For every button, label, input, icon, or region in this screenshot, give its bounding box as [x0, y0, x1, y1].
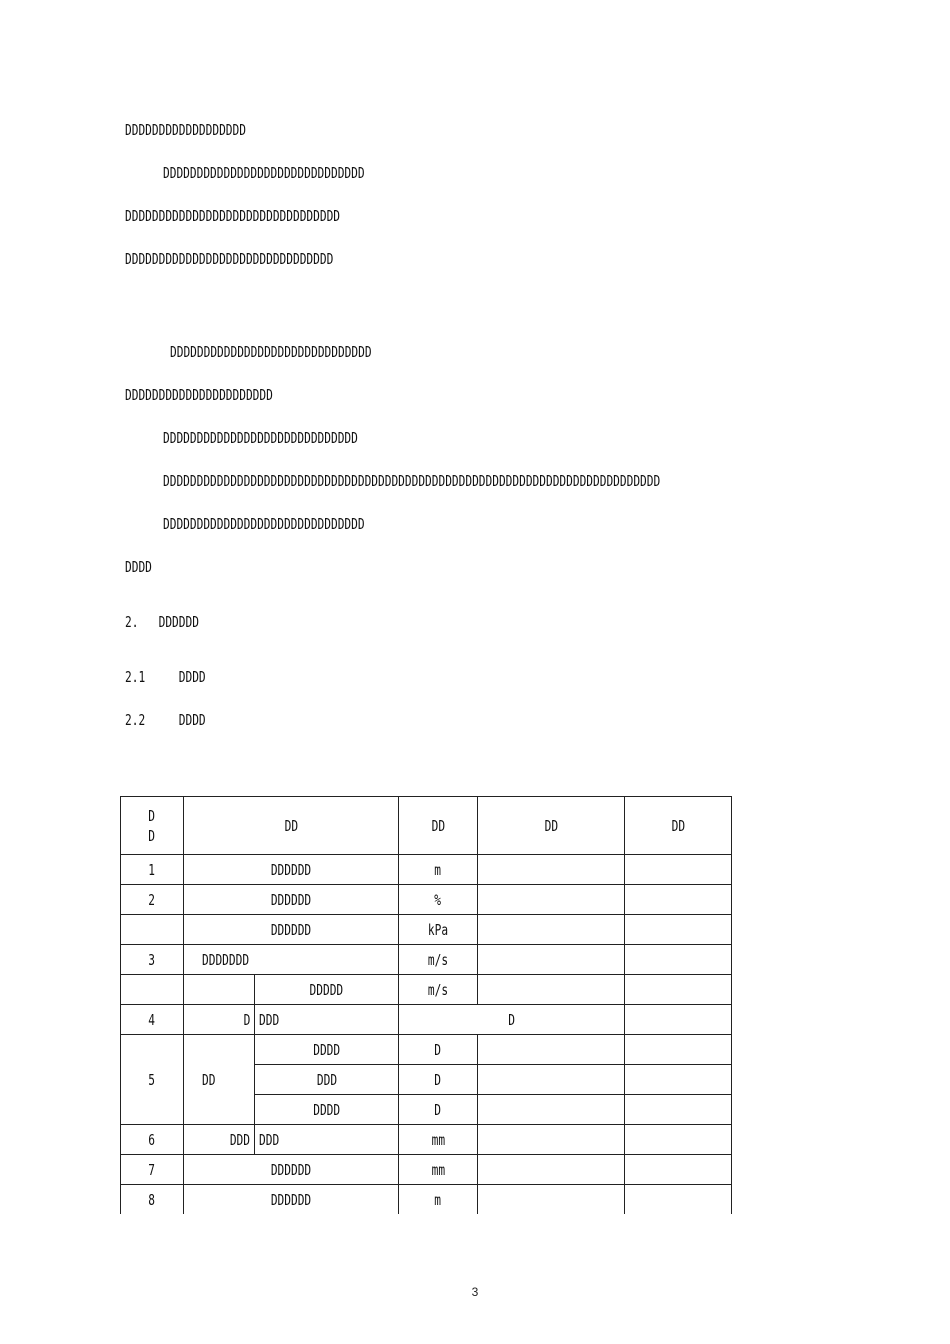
row-cell — [478, 1065, 625, 1095]
row-item: DDDDDD — [184, 1155, 399, 1185]
row-item: DDD — [255, 1065, 399, 1095]
text-line-10: DDDD — [125, 558, 152, 576]
table-row — [121, 945, 732, 975]
row-cell — [625, 855, 732, 885]
row-unit: D — [399, 1095, 478, 1125]
header-unit: DD — [399, 797, 478, 855]
row-cell — [478, 1035, 625, 1065]
row-unit: mm — [399, 1155, 478, 1185]
row-item: DDDDDD — [184, 855, 399, 885]
row-unit: kPa — [399, 915, 478, 945]
table-row — [121, 1005, 732, 1035]
page-number: 3 — [471, 1285, 479, 1299]
row-number: 7 — [121, 1155, 184, 1185]
row-number: 6 — [121, 1125, 184, 1155]
row-cell — [625, 1005, 732, 1035]
row-number: 3 — [121, 945, 184, 975]
text-line-3: DDDDDDDDDDDDDDDDDDDDDDDDDDDDDDDD — [125, 207, 341, 225]
row-cell — [625, 915, 732, 945]
row-cell — [478, 855, 625, 885]
row-cell — [478, 945, 625, 975]
row-cell — [478, 915, 625, 945]
table-row — [121, 1155, 732, 1185]
row-item: DDDDD — [255, 975, 399, 1005]
table-header-row — [121, 797, 732, 855]
header-col-5: DD — [625, 797, 732, 855]
text-line-2: DDDDDDDDDDDDDDDDDDDDDDDDDDDDDD — [163, 164, 365, 182]
text-line-8: DDDDDDDDDDDDDDDDDDDDDDDDDDDDDDDDDDDDDDDDDDDDDDDDDDDDDDDDDDDDDDDDDDDDDDDDDD — [163, 472, 661, 490]
row-cell — [625, 1095, 732, 1125]
section-heading-2: 2. DDDDDD — [125, 613, 199, 631]
row-number: 4 — [121, 1005, 184, 1035]
row-unit: m — [399, 855, 478, 885]
section-heading-2-1: 2.1 DDDD — [125, 668, 206, 686]
row-cell — [478, 1185, 625, 1215]
row-cell — [625, 1185, 732, 1215]
text-line-9: DDDDDDDDDDDDDDDDDDDDDDDDDDDDDD — [163, 515, 365, 533]
table-row — [121, 885, 732, 915]
row-item-part-b: DDD — [255, 1005, 399, 1035]
row-cell — [478, 885, 625, 915]
text-line-4: DDDDDDDDDDDDDDDDDDDDDDDDDDDDDDD — [125, 250, 334, 268]
row-item: DDDDDD — [184, 1185, 399, 1215]
row-unit: D — [399, 1065, 478, 1095]
table-row — [121, 1125, 732, 1155]
header-col-4: DD — [478, 797, 625, 855]
row-item-part-a: D — [184, 1005, 255, 1035]
row-unit: mm — [399, 1125, 478, 1155]
row-cell — [625, 975, 732, 1005]
row-cell — [625, 885, 732, 915]
row-group-label: DD — [184, 1035, 255, 1125]
row-item: DDDD — [255, 1035, 399, 1065]
row-cell — [625, 1065, 732, 1095]
row-number: 8 — [121, 1185, 184, 1215]
row-item: DDDD — [255, 1095, 399, 1125]
row-number — [121, 915, 184, 945]
row-number: 5 — [121, 1035, 184, 1125]
row-cell — [478, 1095, 625, 1125]
row-unit: m/s — [399, 975, 478, 1005]
row-unit: m/s — [399, 945, 478, 975]
row-unit: % — [399, 885, 478, 915]
row-number: 2 — [121, 885, 184, 915]
row-number: 1 — [121, 855, 184, 885]
row-item: DDDDDDD — [184, 945, 399, 975]
row-unit: D — [399, 1035, 478, 1065]
row-item-part-b: DDD — [255, 1125, 399, 1155]
header-number: D D — [121, 797, 184, 855]
row-merged-value: D — [399, 1005, 625, 1035]
table-row — [121, 975, 732, 1005]
row-cell — [625, 945, 732, 975]
text-line-5: DDDDDDDDDDDDDDDDDDDDDDDDDDDDDD — [170, 343, 372, 361]
text-line-6: DDDDDDDDDDDDDDDDDDDDDD — [125, 386, 273, 404]
table-row — [121, 1185, 732, 1215]
parameter-table — [120, 796, 732, 1214]
row-cell — [625, 1155, 732, 1185]
row-cell — [478, 975, 625, 1005]
row-cell — [478, 1125, 625, 1155]
header-item: DD — [184, 797, 399, 855]
text-line-1: DDDDDDDDDDDDDDDDDD — [125, 121, 246, 139]
row-item-part-a: DDD — [184, 1125, 255, 1155]
row-cell — [478, 1155, 625, 1185]
table-row — [121, 1035, 732, 1065]
table-row — [121, 915, 732, 945]
text-line-7: DDDDDDDDDDDDDDDDDDDDDDDDDDDDD — [163, 429, 358, 447]
table-row — [121, 855, 732, 885]
row-number — [121, 975, 184, 1005]
row-cell — [625, 1035, 732, 1065]
section-heading-2-2: 2.2 DDDD — [125, 711, 206, 729]
row-item: DDDDDD — [184, 885, 399, 915]
row-cell — [184, 975, 255, 1005]
row-unit: m — [399, 1185, 478, 1215]
row-cell — [625, 1125, 732, 1155]
row-item: DDDDDD — [184, 915, 399, 945]
